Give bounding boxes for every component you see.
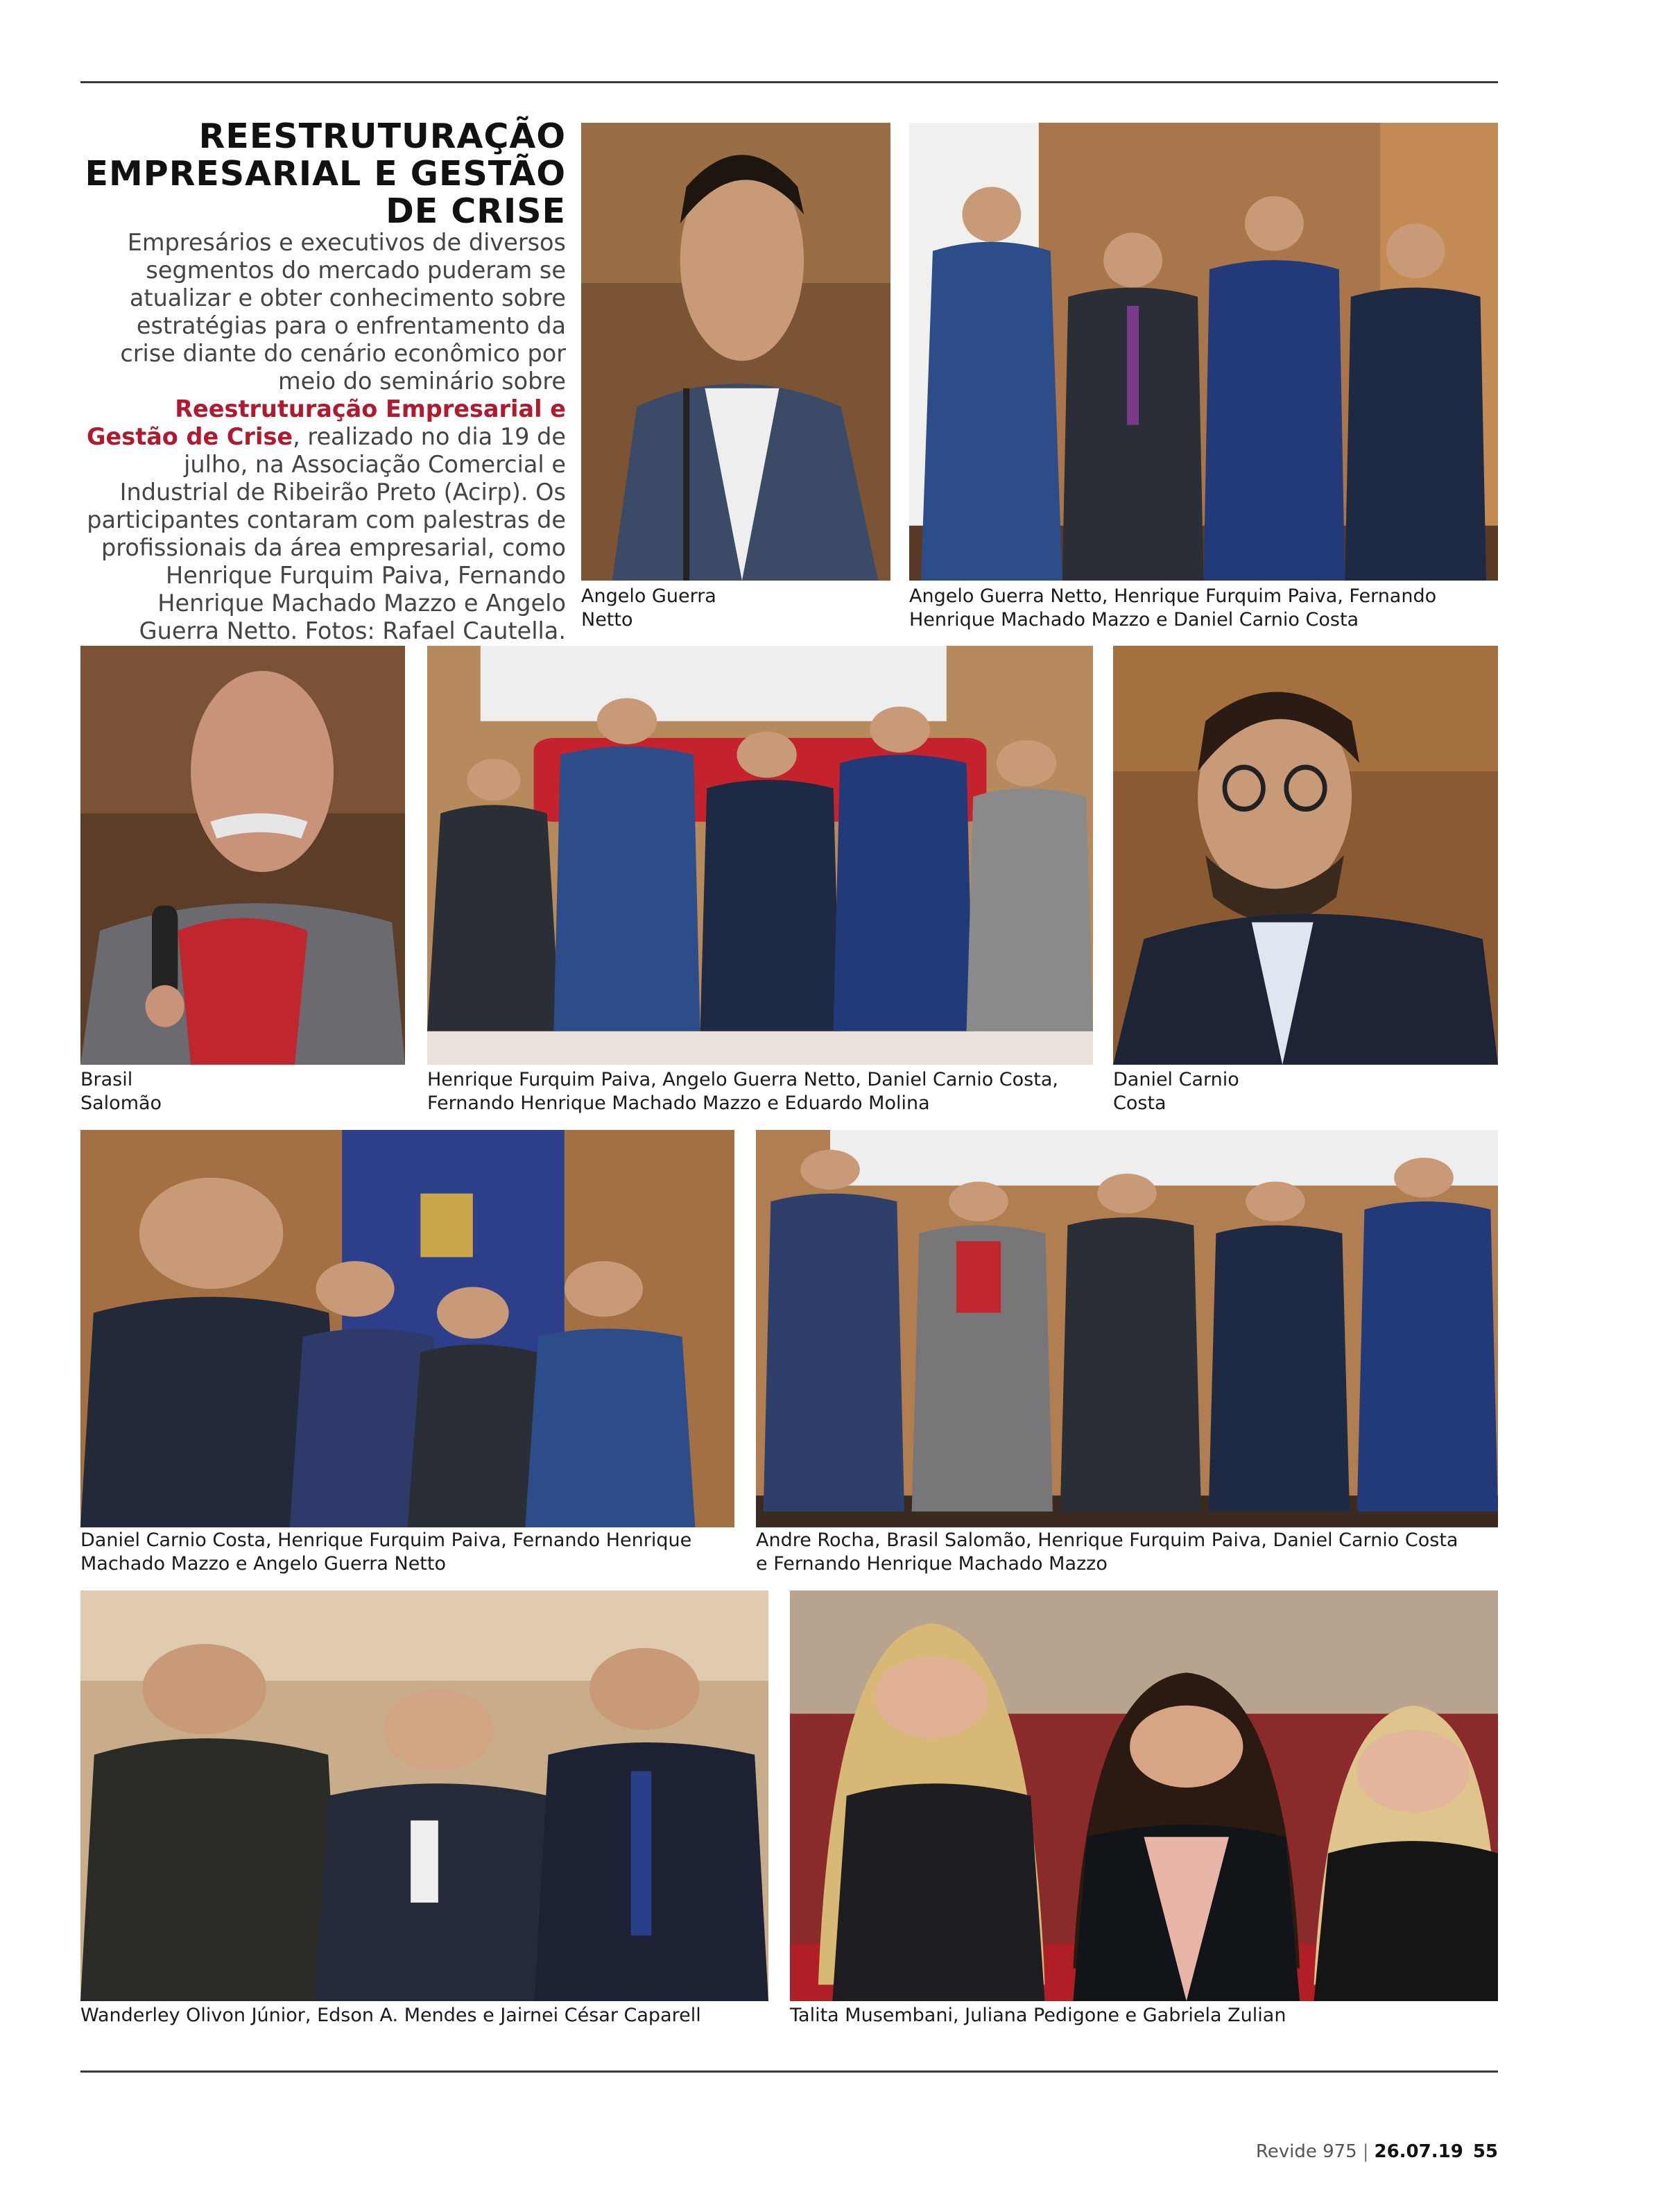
- photo-panel-discussion: [80, 1130, 734, 1527]
- photo-three-men: [80, 1591, 768, 2001]
- seminar-title-highlight: Reestruturação Empresarial e Gestão de Crise: [87, 395, 566, 450]
- article-intro: [80, 229, 566, 645]
- caption-group-four-speakers: Angelo Guerra Netto, Henrique Furquim Paiva, Fernando Henrique Machado Mazzo e Daniel Carnio Costa: [909, 585, 1437, 631]
- photo-three-women: [790, 1591, 1498, 2001]
- caption-daniel-carnio-costa: Daniel Carnio Costa: [1113, 1069, 1239, 1114]
- caption-angelo-guerra-netto: Angelo Guerra Netto: [581, 585, 716, 631]
- caption-three-women: Talita Musembani, Juliana Pedigone e Gabriela Zulian: [790, 2005, 1286, 2026]
- footer-separator: |: [1362, 2141, 1369, 2162]
- photo-brasil-salomao: [80, 646, 405, 1065]
- photo-group-four-speakers: [909, 123, 1498, 581]
- caption-three-men: Wanderley Olivon Júnior, Edson A. Mendes e Jairnei César Caparell: [80, 2005, 701, 2026]
- photo-group-with-andre-rocha: [756, 1130, 1498, 1527]
- magazine-issue: Revide 975: [1255, 2141, 1357, 2162]
- photo-angelo-guerra-netto: [581, 123, 890, 581]
- intro-text-start: Empresários e executivos de diversos segmentos do mercado puderam se atualizar e obter conhecimento sobre estratégias para o enfrentamento da crise diante do cenário econômico por meio do seminário sobre: [120, 229, 566, 395]
- bottom-rule: [80, 2070, 1498, 2073]
- caption-panel-discussion: Daniel Carnio Costa, Henrique Furquim Paiva, Fernando Henrique Machado Mazzo e Angelo Guerra Netto: [80, 1529, 692, 1575]
- page-footer: [1256, 2141, 1498, 2162]
- article-headline: REESTRUTURAÇÃO EMPRESARIAL E GESTÃO DE CRISE: [85, 117, 566, 231]
- page-number: 55: [1472, 2141, 1498, 2162]
- issue-date: 26.07.19: [1374, 2141, 1463, 2162]
- intro-text-end: , realizado no dia 19 de julho, na Associação Comercial e Industrial de Ribeirão Preto (Acirp). Os participantes contaram com palestras de profissionais da área empresarial, como Henrique Furquim Paiva, Fernando Henrique Machado Mazzo e Angelo Guerra Netto. Fotos: Rafael Cautella.: [87, 423, 566, 644]
- photo-group-five-speakers: [427, 646, 1093, 1065]
- top-rule: [80, 81, 1498, 83]
- caption-group-five-speakers: Henrique Furquim Paiva, Angelo Guerra Netto, Daniel Carnio Costa, Fernando Henrique Machado Mazzo e Eduardo Molina: [427, 1069, 1058, 1114]
- photo-daniel-carnio-costa: [1113, 646, 1498, 1065]
- caption-brasil-salomao: Brasil Salomão: [80, 1069, 162, 1114]
- caption-group-with-andre-rocha: Andre Rocha, Brasil Salomão, Henrique Furquim Paiva, Daniel Carnio Costa e Fernando Henrique Machado Mazzo: [756, 1529, 1458, 1575]
